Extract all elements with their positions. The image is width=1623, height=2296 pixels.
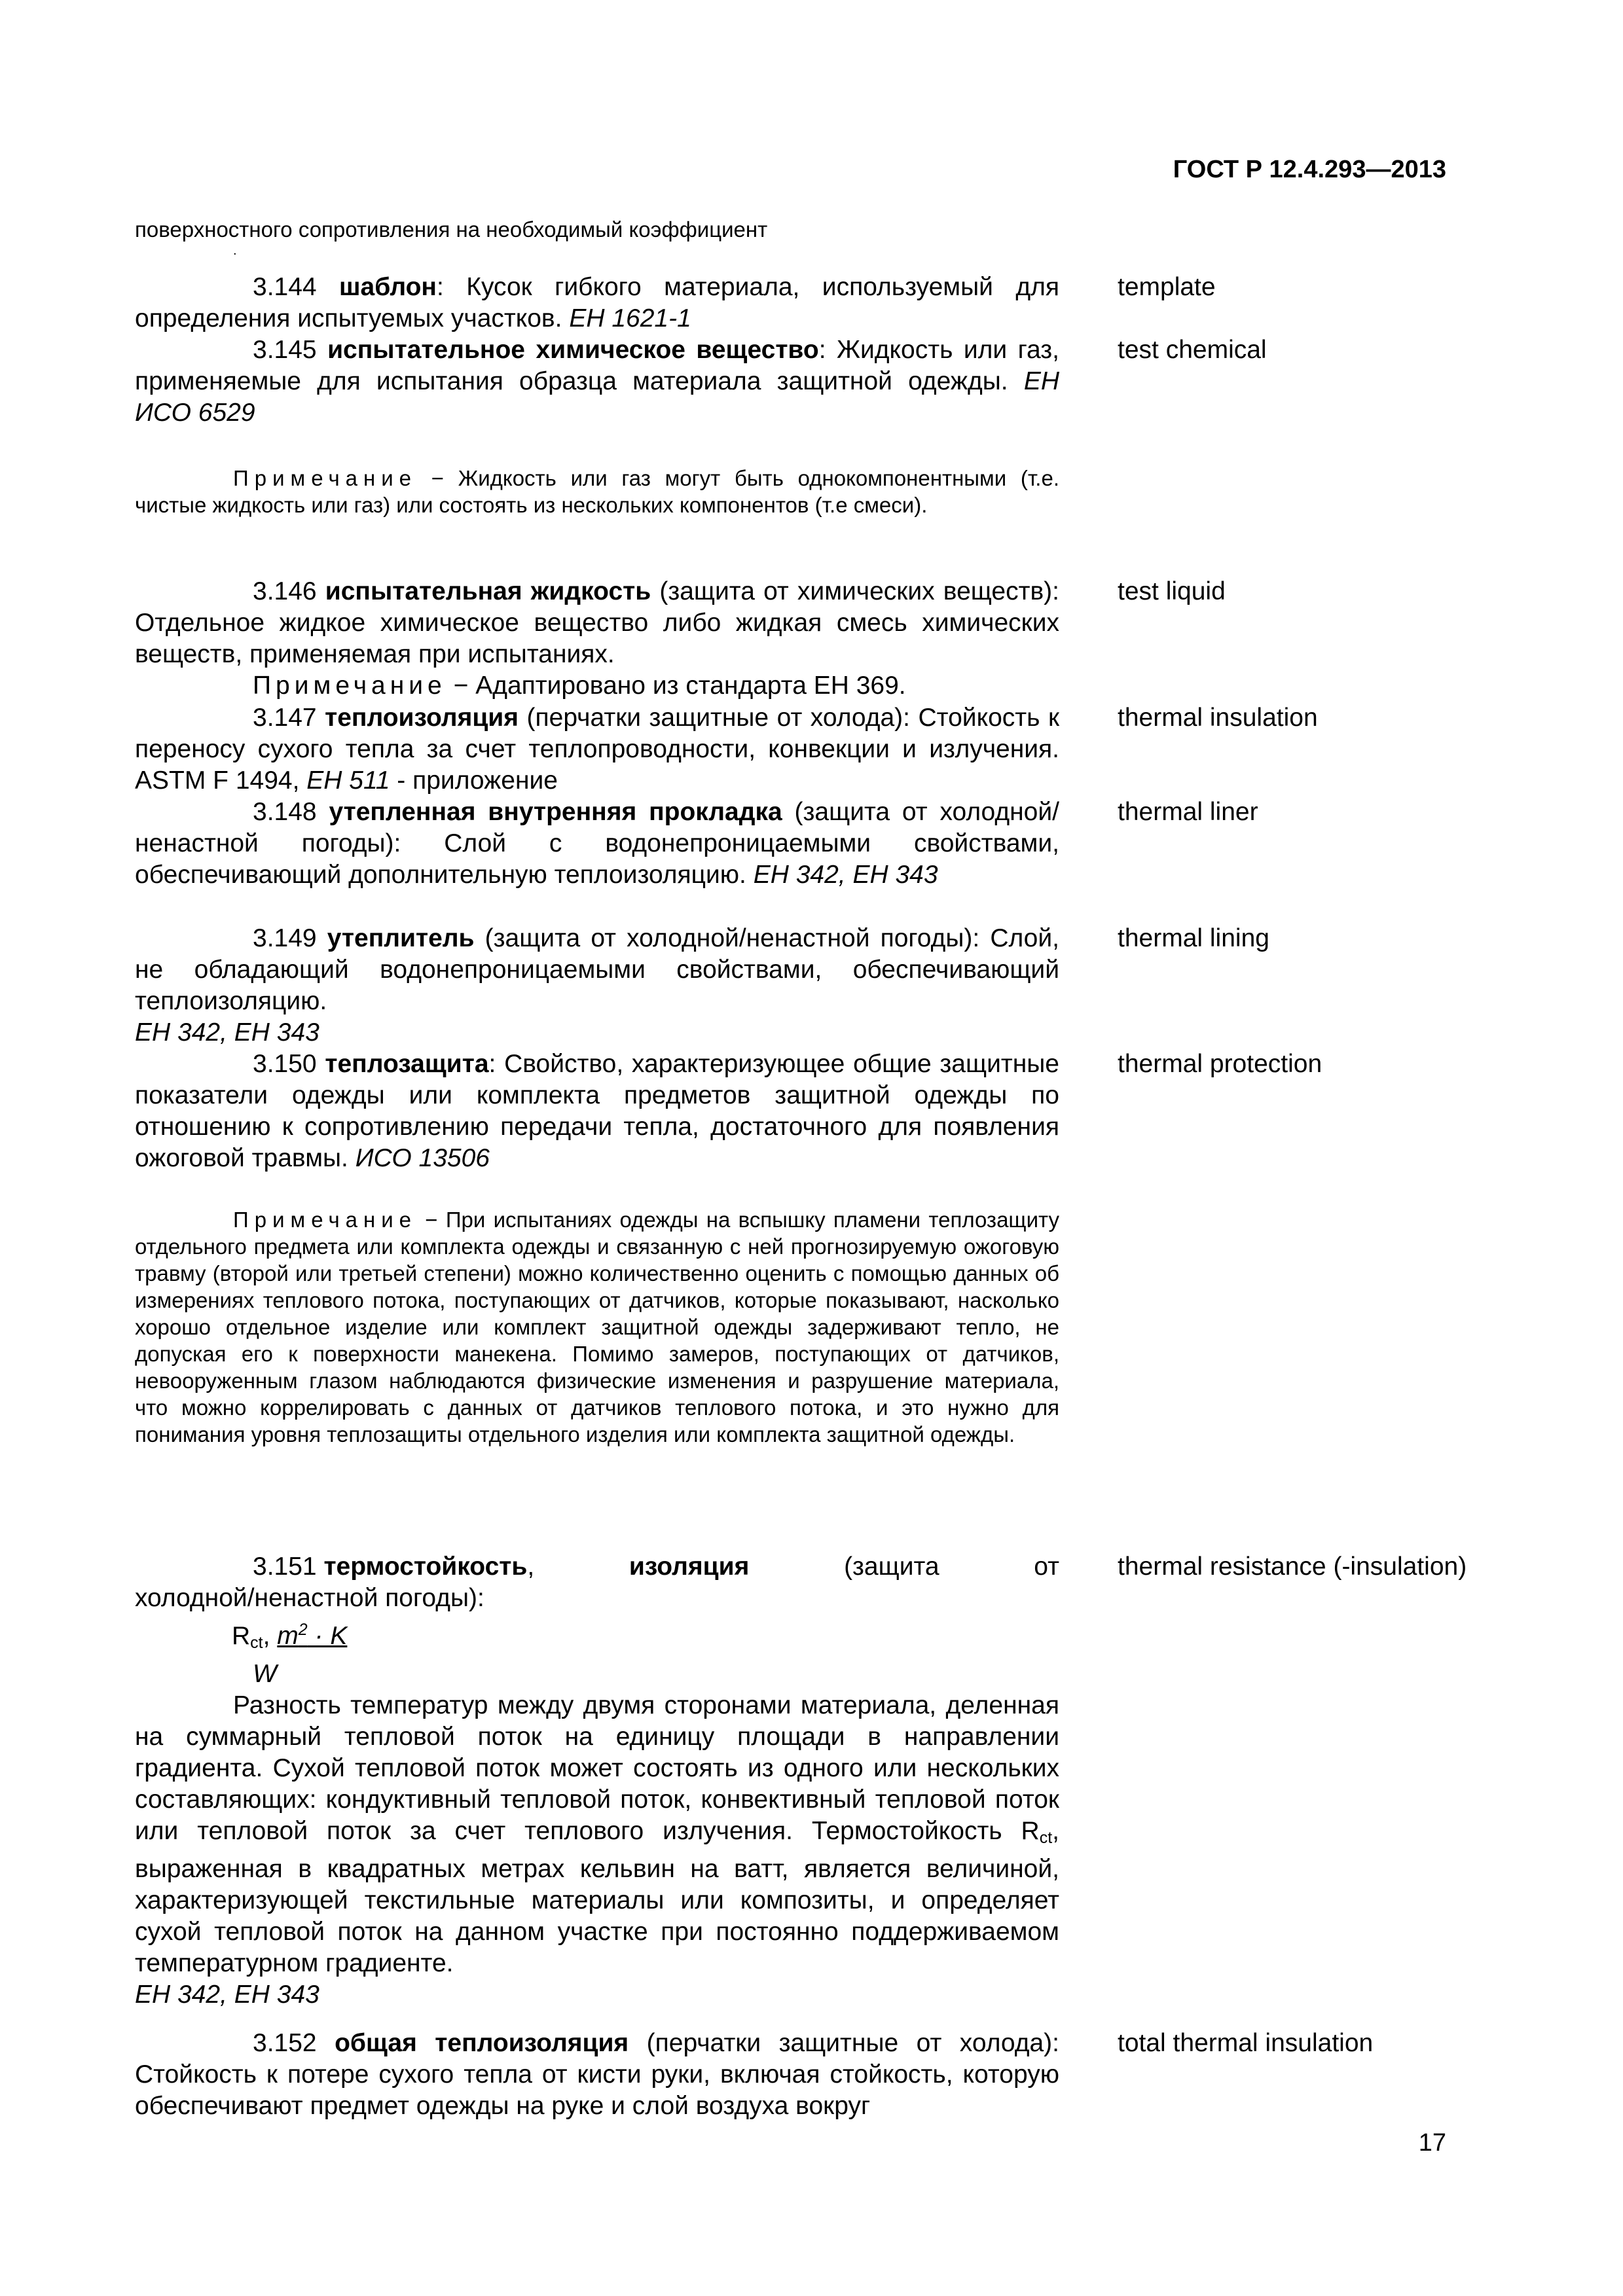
- term-qualifier: от: [1034, 1552, 1059, 1581]
- term-english-3-149: thermal lining: [1118, 924, 1269, 952]
- term-title: шаблон: [339, 273, 437, 301]
- term-title: утеплитель: [327, 924, 475, 952]
- term-number: 3.145: [253, 336, 317, 364]
- term-english-3-145: test chemical: [1118, 336, 1267, 364]
- term-reference: ЕН 342, ЕН 343: [753, 861, 938, 889]
- unit-symbol: [135, 1614, 1059, 1659]
- document-header: ГОСТ Р 12.4.293—2013: [1173, 156, 1446, 183]
- term-3-152: [135, 2028, 1059, 2122]
- term-english-3-146: test liquid: [1118, 577, 1226, 605]
- symbol-separator: ,: [263, 1622, 278, 1650]
- page-number: 17: [1418, 2129, 1446, 2157]
- term-english-3-152: total thermal insulation: [1118, 2029, 1374, 2057]
- term-definition: : Кусок гибкого материала, используемый для определения испытуемых участков.: [135, 273, 1059, 332]
- term-definition: (перчатки защитные от холода): Стойкость к потере сухого тепла от кисти руки, включая стойкость, которую обеспечивают предмет одежды на руке и слой воздуха вокруг: [135, 2029, 1059, 2120]
- term-title: общая теплоизоляция: [335, 2029, 629, 2057]
- note-label: Примечание: [253, 672, 447, 700]
- term-number: 3.144: [253, 273, 317, 301]
- symbol-subscript: ct: [250, 1634, 263, 1652]
- term-title-2: изоляция: [629, 1552, 750, 1581]
- term-title: испытательная жидкость: [325, 577, 651, 605]
- term-3-145: [135, 334, 1059, 429]
- term-3-150: [135, 1049, 1059, 1174]
- term-number: 3.150: [253, 1050, 317, 1078]
- note-label: Примечание: [233, 1208, 418, 1232]
- term-english-3-147: thermal insulation: [1118, 704, 1318, 732]
- stray-dot: .: [233, 243, 237, 258]
- term-reference: ЕН ИСО 6529: [135, 367, 1059, 427]
- term-3-149: [135, 923, 1059, 1049]
- symbol-subscript: ct: [1039, 1829, 1053, 1847]
- term-definition: (защита от холодной/ненастной погоды): Слой, не обладающий водонепроницаемыми свойствами, обеспечивающий теплоизоляцию.: [135, 924, 1059, 1015]
- continued-text: поверхностного сопротивления на необходимый коэффициент: [135, 217, 768, 242]
- term-english-3-150: thermal protection: [1118, 1050, 1322, 1078]
- unit-m: m: [277, 1622, 299, 1650]
- term-definition: (перчатки защитные от холода): Стойкость к переносу сухого тепла за счет теплопроводности, конвекции и излучения. ASTM F 1494,: [135, 704, 1060, 795]
- term-number: 3.152: [253, 2029, 317, 2057]
- term-separator: ,: [527, 1552, 535, 1581]
- term-3-151: [135, 1551, 1059, 2011]
- term-definition-tail: , выраженная в квадратных метрах кельвин на ватт, является величиной, характеризующей текстильные материалы или композиты, и определяет сухой тепловой поток на данном участке при постоянно поддерживаемом температурном градиенте.: [135, 1817, 1059, 1977]
- note-3-150: [135, 1206, 1059, 1448]
- note-text: − Адаптировано из стандарта ЕН 369.: [446, 672, 906, 700]
- term-definition-tail: - приложение: [390, 766, 558, 795]
- term-3-147: [135, 702, 1059, 797]
- term-title: теплозащита: [325, 1050, 489, 1078]
- unit-k: · K: [307, 1622, 348, 1650]
- term-3-146: [135, 576, 1059, 702]
- term-english-3-148: thermal liner: [1118, 798, 1258, 826]
- term-definition: (защита от химических веществ): Отдельное жидкое химическое вещество либо жидкая смесь химических веществ, применяемая при испытаниях.: [135, 577, 1059, 668]
- term-reference: ЕН 342, ЕН 343: [135, 1981, 319, 2009]
- term-number: 3.148: [253, 798, 317, 826]
- unit-exponent: 2: [298, 1621, 308, 1639]
- unit-numerator: [277, 1622, 347, 1650]
- term-reference: ЕН 342, ЕН 343: [135, 1018, 319, 1047]
- note-label: Примечание: [233, 466, 418, 490]
- term-english-3-144: template: [1118, 273, 1216, 301]
- term-title: теплоизоляция: [325, 704, 519, 732]
- term-definition: Разность температур между двумя сторонами материала, деленная на суммарный тепловой поток на единицу площади в направлении градиента. Сухой тепловой поток может состоять из одного или нескольких составляющих: кондуктивный тепловой поток, конвективный тепловой поток или тепловой поток за счет теплового излучения. Термостойкость R: [135, 1691, 1059, 1845]
- term-3-148: [135, 797, 1059, 891]
- term-title: термостойкость: [323, 1552, 528, 1581]
- symbol-r: R: [232, 1622, 251, 1650]
- term-qualifier: (защита: [844, 1552, 939, 1581]
- term-definition: : Свойство, характеризующее общие защитные показатели одежды или комплекта предметов защитной одежды по отношению к сопротивлению передачи тепла, достаточного для появления ожоговой травмы.: [135, 1050, 1059, 1172]
- term-reference: ЕН 1621-1: [569, 304, 691, 332]
- note-3-145: [135, 465, 1059, 518]
- term-3-144: [135, 272, 1059, 334]
- note-text: − Жидкость или газ могут быть однокомпонентными (т.е. чистые жидкость или газ) или состоять из нескольких компонентов (т.е смеси).: [135, 466, 1059, 517]
- term-definition: (защита от холодной/ненастной погоды): Слой с водонепроницаемыми свойствами, обеспечивающий дополнительную теплоизоляцию.: [135, 798, 1059, 889]
- term-number: 3.146: [253, 577, 317, 605]
- term-number: 3.151: [253, 1552, 317, 1581]
- term-reference: ЕН 511: [306, 766, 390, 795]
- term-definition: : Жидкость или газ, применяемые для испытания образца материала защитной одежды.: [135, 336, 1059, 395]
- term-reference: ИСО 13506: [355, 1144, 490, 1172]
- term-english-3-151: thermal resistance (-insulation): [1118, 1552, 1467, 1581]
- unit-denominator: W: [253, 1660, 277, 1688]
- term-number: 3.147: [253, 704, 317, 732]
- note-text: − При испытаниях одежды на вспышку пламени теплозащиту отдельного предмета или комплекта одежды и связанную с ней прогнозируемую ожоговую травму (второй или третьей степени) можно количественно оценить с помощью данных об измерениях теплового потока, поступающих от датчиков, которые показывают, насколько хорошо отдельное изделие или комплект защитной одежды задерживают тепло, не допуская его к поверхности манекена. Помимо замеров, поступающих от датчиков, невооруженным глазом наблюдаются физические изменения и разрушение материала, что можно коррелировать с данных от датчиков теплового потока, и это нужно для понимания уровня теплозащиты отдельного изделия или комплекта защитной одежды.: [135, 1208, 1059, 1446]
- term-qualifier: холодной/ненастной погоды):: [135, 1584, 484, 1612]
- term-title: испытательное химическое вещество: [327, 336, 819, 364]
- term-title: утепленная внутренняя прокладка: [329, 798, 782, 826]
- term-number: 3.149: [253, 924, 317, 952]
